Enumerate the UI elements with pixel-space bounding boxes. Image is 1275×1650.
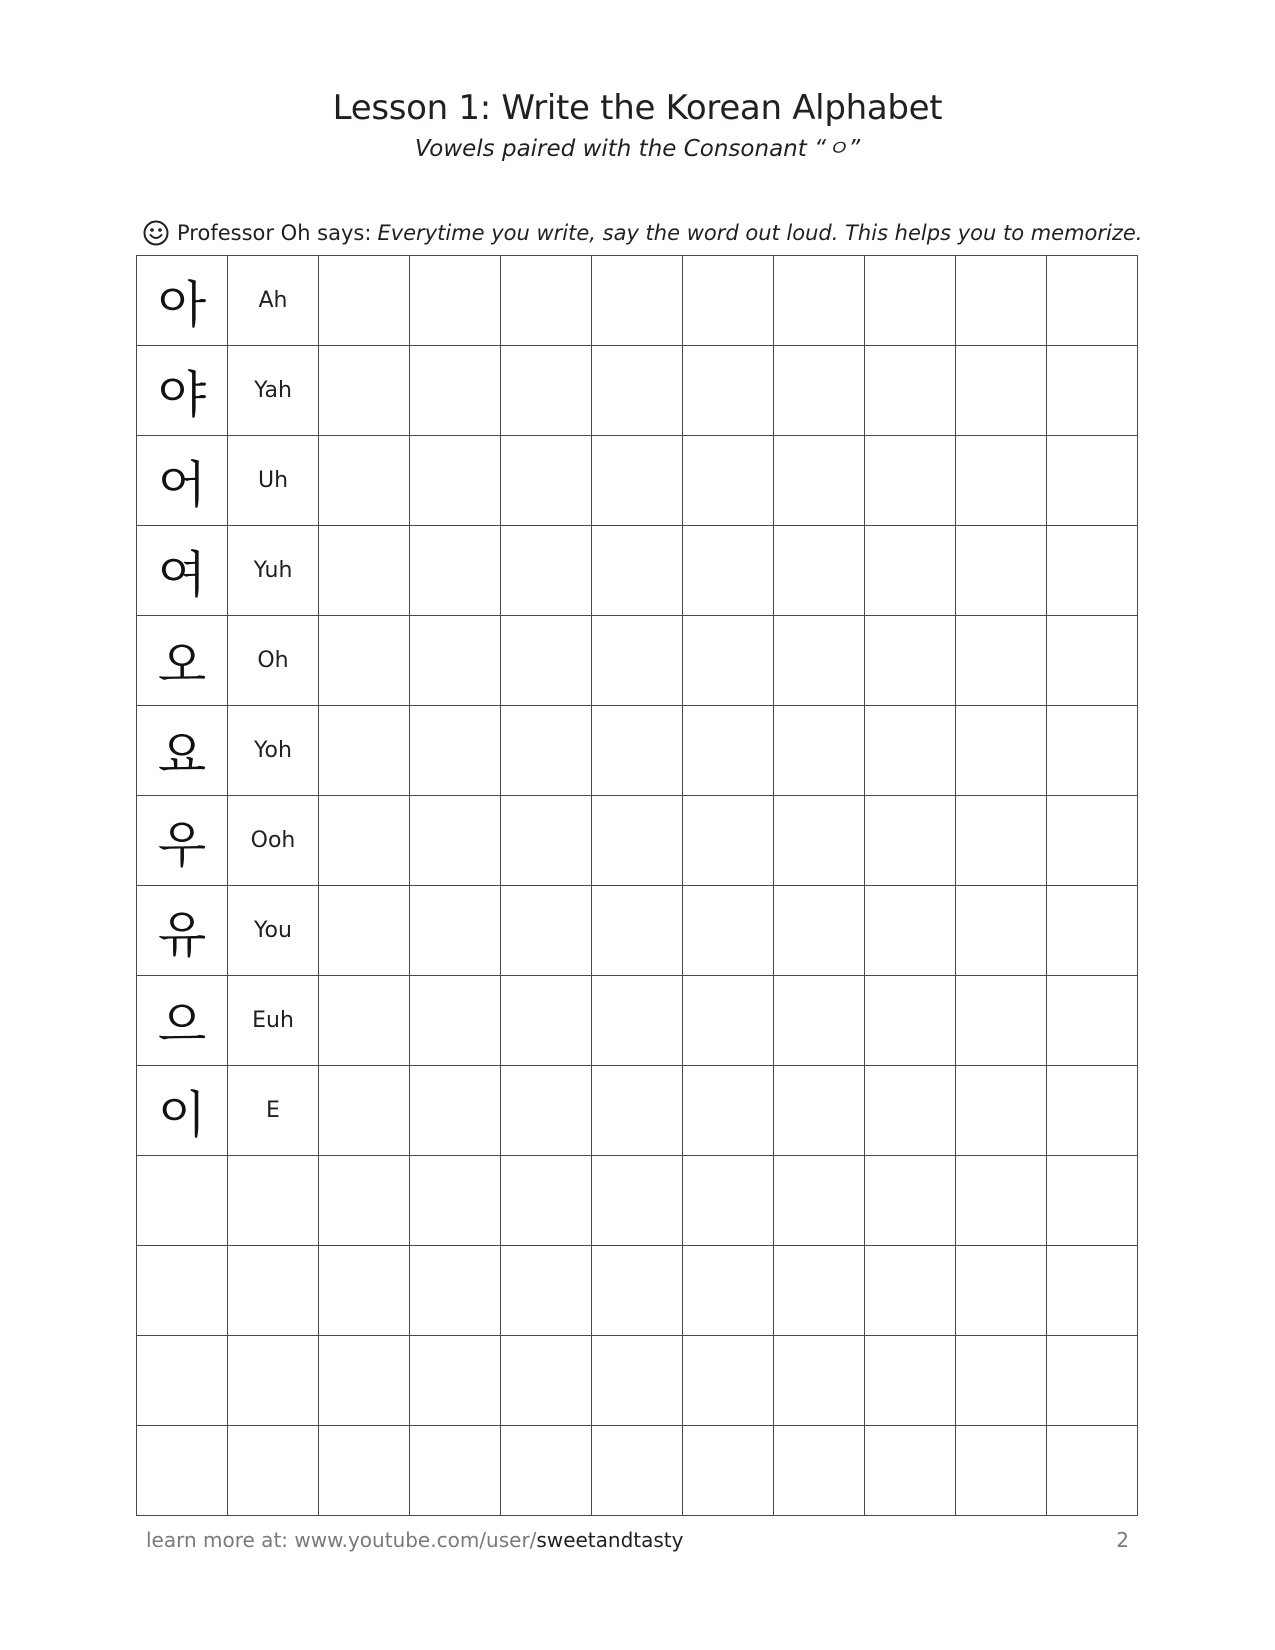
practice-cell: [410, 1426, 501, 1516]
hangul-cell: 야: [137, 346, 228, 436]
practice-cell: [774, 886, 865, 976]
hangul-cell: 여: [137, 526, 228, 616]
practice-cell: [956, 1066, 1047, 1156]
hangul-cell: 유: [137, 886, 228, 976]
practice-cell: [683, 1156, 774, 1246]
practice-cell: [956, 976, 1047, 1066]
romanization-cell: [228, 1336, 319, 1426]
practice-cell: [592, 796, 683, 886]
practice-cell: [865, 436, 956, 526]
practice-cell: [592, 1156, 683, 1246]
table-row: [137, 1336, 1138, 1426]
table-row: [137, 526, 1138, 616]
practice-cell: [683, 976, 774, 1066]
practice-cell: [592, 256, 683, 346]
romanization-cell: Ooh: [228, 796, 319, 886]
romanization-cell: [228, 1246, 319, 1336]
romanization-cell: Ah: [228, 256, 319, 346]
practice-cell: [319, 526, 410, 616]
table-row: [137, 616, 1138, 706]
practice-cell: [1047, 256, 1138, 346]
practice-cell: [410, 796, 501, 886]
page-title: Lesson 1: Write the Korean Alphabet: [332, 88, 943, 128]
practice-cell: [501, 706, 592, 796]
practice-cell: [956, 616, 1047, 706]
note-text: Everytime you write, say the word out loud. This helps you to memorize.: [377, 221, 1143, 245]
practice-cell: [319, 1426, 410, 1516]
hangul-cell: 오: [137, 616, 228, 706]
practice-cell: [501, 346, 592, 436]
practice-cell: [683, 436, 774, 526]
practice-cell: [319, 1246, 410, 1336]
practice-cell: [865, 1156, 956, 1246]
practice-cell: [501, 256, 592, 346]
romanization-cell: Euh: [228, 976, 319, 1066]
practice-cell: [410, 706, 501, 796]
practice-cell: [865, 1246, 956, 1336]
practice-cell: [410, 1336, 501, 1426]
page-number: 2: [1116, 1528, 1129, 1552]
practice-cell: [501, 436, 592, 526]
practice-cell: [501, 976, 592, 1066]
practice-cell: [774, 1156, 865, 1246]
table-row: [137, 706, 1138, 796]
practice-cell: [865, 976, 956, 1066]
romanization-cell: Oh: [228, 616, 319, 706]
practice-cell: [774, 436, 865, 526]
practice-cell: [1047, 1426, 1138, 1516]
footer-prefix: learn more at: www.youtube.com/user/: [146, 1528, 537, 1552]
practice-cell: [956, 526, 1047, 616]
practice-cell: [1047, 1156, 1138, 1246]
practice-cell: [1047, 706, 1138, 796]
practice-cell: [774, 1066, 865, 1156]
practice-cell: [501, 1336, 592, 1426]
practice-cell: [592, 1066, 683, 1156]
practice-cell: [410, 1066, 501, 1156]
practice-cell: [592, 706, 683, 796]
romanization-cell: E: [228, 1066, 319, 1156]
table-row: [137, 346, 1138, 436]
practice-cell: [592, 1426, 683, 1516]
romanization-cell: Yuh: [228, 526, 319, 616]
practice-cell: [956, 346, 1047, 436]
practice-cell: [319, 1066, 410, 1156]
practice-cell: [501, 1426, 592, 1516]
practice-cell: [319, 436, 410, 526]
practice-cell: [319, 706, 410, 796]
romanization-cell: Yah: [228, 346, 319, 436]
practice-cell: [774, 616, 865, 706]
practice-cell: [865, 526, 956, 616]
practice-cell: [592, 616, 683, 706]
practice-cell: [774, 976, 865, 1066]
practice-cell: [410, 526, 501, 616]
practice-cell: [1047, 796, 1138, 886]
romanization-cell: [228, 1426, 319, 1516]
practice-cell: [410, 616, 501, 706]
table-row: [137, 976, 1138, 1066]
practice-cell: [683, 346, 774, 436]
practice-cell: [683, 1426, 774, 1516]
practice-cell: [501, 1156, 592, 1246]
footer-user: sweetandtasty: [536, 1528, 684, 1552]
practice-cell: [774, 526, 865, 616]
hangul-cell: 이: [137, 1066, 228, 1156]
practice-cell: [1047, 436, 1138, 526]
romanization-cell: Uh: [228, 436, 319, 526]
practice-cell: [865, 616, 956, 706]
smiley-icon: [143, 220, 169, 246]
practice-cell: [410, 886, 501, 976]
practice-cell: [865, 346, 956, 436]
practice-cell: [865, 1066, 956, 1156]
practice-cell: [592, 436, 683, 526]
practice-cell: [683, 526, 774, 616]
practice-cell: [319, 976, 410, 1066]
practice-cell: [319, 256, 410, 346]
practice-grid: [136, 255, 1138, 1516]
romanization-cell: Yoh: [228, 706, 319, 796]
practice-cell: [865, 256, 956, 346]
practice-cell: [683, 706, 774, 796]
professor-note: [143, 220, 1142, 246]
practice-cell: [319, 1156, 410, 1246]
note-lead: Professor Oh says:: [177, 221, 372, 245]
practice-cell: [410, 256, 501, 346]
practice-cell: [956, 1336, 1047, 1426]
practice-cell: [592, 1246, 683, 1336]
table-row: [137, 1066, 1138, 1156]
practice-cell: [1047, 346, 1138, 436]
practice-cell: [410, 976, 501, 1066]
practice-cell: [774, 256, 865, 346]
practice-cell: [956, 886, 1047, 976]
table-row: [137, 1426, 1138, 1516]
practice-cell: [592, 346, 683, 436]
practice-cell: [1047, 886, 1138, 976]
practice-cell: [592, 886, 683, 976]
practice-cell: [774, 1246, 865, 1336]
table-row: [137, 1246, 1138, 1336]
practice-cell: [501, 1066, 592, 1156]
table-row: [137, 436, 1138, 526]
practice-cell: [501, 886, 592, 976]
practice-cell: [774, 346, 865, 436]
practice-cell: [319, 1336, 410, 1426]
hangul-cell: [137, 1336, 228, 1426]
practice-cell: [410, 346, 501, 436]
table-row: [137, 796, 1138, 886]
practice-cell: [683, 1246, 774, 1336]
footer-link[interactable]: [146, 1528, 683, 1552]
practice-cell: [319, 886, 410, 976]
hangul-cell: [137, 1156, 228, 1246]
practice-cell: [774, 706, 865, 796]
page-subtitle: Vowels paired with the Consonant “ㅇ”: [414, 136, 861, 162]
practice-cell: [319, 346, 410, 436]
hangul-cell: 아: [137, 256, 228, 346]
practice-cell: [683, 616, 774, 706]
practice-cell: [683, 1066, 774, 1156]
hangul-cell: 어: [137, 436, 228, 526]
hangul-cell: [137, 1426, 228, 1516]
practice-cell: [865, 706, 956, 796]
practice-cell: [956, 796, 1047, 886]
practice-cell: [1047, 616, 1138, 706]
practice-cell: [501, 1246, 592, 1336]
practice-cell: [1047, 976, 1138, 1066]
practice-cell: [592, 976, 683, 1066]
practice-cell: [1047, 1066, 1138, 1156]
hangul-cell: 요: [137, 706, 228, 796]
practice-cell: [683, 1336, 774, 1426]
practice-cell: [592, 1336, 683, 1426]
practice-cell: [956, 256, 1047, 346]
practice-cell: [319, 796, 410, 886]
practice-cell: [501, 526, 592, 616]
practice-cell: [592, 526, 683, 616]
practice-cell: [956, 706, 1047, 796]
practice-cell: [865, 886, 956, 976]
practice-cell: [956, 1246, 1047, 1336]
practice-cell: [501, 796, 592, 886]
practice-cell: [865, 796, 956, 886]
romanization-cell: You: [228, 886, 319, 976]
practice-cell: [683, 886, 774, 976]
romanization-cell: [228, 1156, 319, 1246]
practice-cell: [956, 1426, 1047, 1516]
practice-cell: [865, 1336, 956, 1426]
practice-cell: [956, 436, 1047, 526]
practice-cell: [774, 1426, 865, 1516]
practice-cell: [1047, 1246, 1138, 1336]
hangul-cell: 우: [137, 796, 228, 886]
practice-cell: [774, 1336, 865, 1426]
table-row: [137, 886, 1138, 976]
practice-cell: [410, 436, 501, 526]
practice-cell: [501, 616, 592, 706]
practice-cell: [319, 616, 410, 706]
table-row: [137, 1156, 1138, 1246]
practice-cell: [683, 256, 774, 346]
hangul-cell: 으: [137, 976, 228, 1066]
practice-cell: [1047, 1336, 1138, 1426]
practice-cell: [683, 796, 774, 886]
practice-cell: [865, 1426, 956, 1516]
practice-cell: [1047, 526, 1138, 616]
practice-cell: [410, 1246, 501, 1336]
practice-cell: [410, 1156, 501, 1246]
practice-cell: [956, 1156, 1047, 1246]
table-row: [137, 256, 1138, 346]
hangul-cell: [137, 1246, 228, 1336]
practice-cell: [774, 796, 865, 886]
